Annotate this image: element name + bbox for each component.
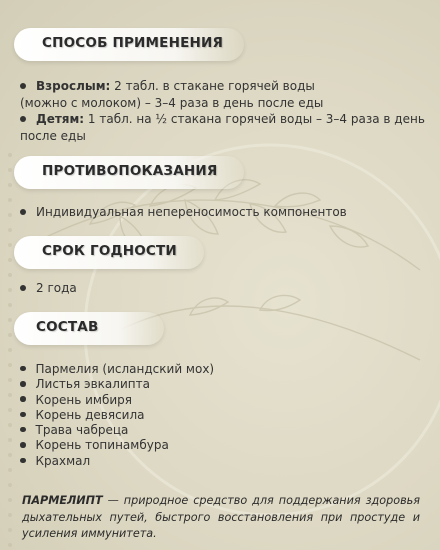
section-title-usage: СПОСОБ ПРИМЕНЕНИЯ [42, 35, 224, 51]
section-header-contraindications [14, 156, 244, 189]
shelf-life-item [20, 280, 430, 297]
bullet-icon [20, 285, 26, 291]
list-item [20, 377, 214, 392]
bullet-icon [20, 83, 26, 89]
section-header-shelf-life [14, 236, 204, 269]
section-title-shelf-life: СРОК ГОДНОСТИ [42, 243, 177, 259]
usage-children-label: Детям: [36, 112, 85, 126]
usage-adults-line1: 2 табл. в стакане горячей воды [110, 79, 315, 93]
section-title-contraindications: ПРОТИВОПОКАЗАНИЯ [42, 163, 218, 179]
bullet-icon [20, 442, 26, 448]
section-header-usage [14, 28, 244, 61]
bullet-icon [20, 396, 26, 402]
product-description [22, 493, 420, 543]
composition-item-text: Пармелия (исландский мох) [35, 362, 215, 376]
usage-item-adults [20, 78, 430, 111]
composition-item-text: Корень топинамбура [35, 438, 169, 453]
composition-list [20, 362, 214, 469]
bullet-icon [20, 427, 26, 433]
contraindication-item [20, 204, 430, 221]
usage-children-line2: после еды [20, 128, 86, 143]
usage-adults-label: Взрослым: [36, 79, 111, 93]
list-item [20, 393, 214, 408]
list-item [20, 438, 214, 453]
list-item [20, 408, 214, 423]
list-item [20, 454, 214, 469]
usage-item-children [20, 111, 430, 144]
composition-item-text: Листья эвкалипта [35, 377, 150, 392]
composition-item-text: Трава чабреца [35, 423, 129, 438]
contraindication-text: Индивидуальная непереносимость компонентов [36, 205, 347, 219]
composition-item-text: Корень имбиря [35, 392, 132, 407]
brand-name: ПАРМЕЛИПТ [22, 494, 103, 507]
bullet-icon [20, 458, 26, 464]
shelf-life-text: 2 года [36, 281, 77, 295]
bullet-icon [20, 412, 26, 418]
usage-children-line1: 1 табл. на ½ стакана горячей воды – 3–4 раза в день [84, 112, 425, 126]
composition-item-text: Крахмал [35, 453, 91, 468]
product-description-text: — природное средство для поддержания здоровья дыхательных путей, быстрого восстановления при простуде и усиления иммунитета. [22, 494, 420, 540]
bullet-icon [20, 209, 26, 215]
list-item [20, 423, 214, 438]
bullet-icon [20, 366, 26, 372]
list-item [20, 362, 214, 377]
section-header-composition [14, 312, 164, 345]
bullet-icon [20, 381, 26, 387]
composition-item-text: Корень девясила [35, 407, 145, 422]
bullet-icon [20, 116, 26, 122]
section-title-composition: СОСТАВ [36, 319, 99, 335]
usage-adults-line2: (можно с молоком) – 3–4 раза в день после еды [20, 95, 324, 110]
